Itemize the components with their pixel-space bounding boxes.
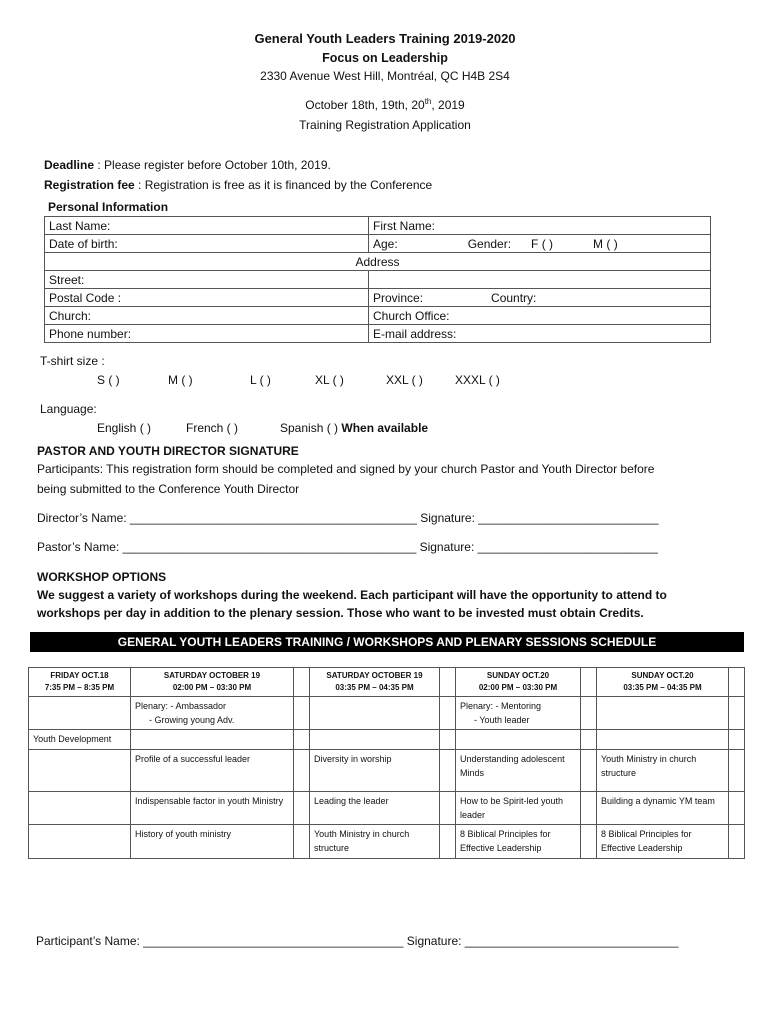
workshop-heading: WORKSHOP OPTIONS [37,570,167,584]
tshirt-option[interactable]: XXXL ( ) [455,373,500,387]
tshirt-label: T-shirt size : [40,354,105,368]
checkbox-cell[interactable] [729,668,745,697]
checkbox-cell[interactable] [440,697,456,730]
personal-info-table [44,216,711,343]
plenary-cell: Plenary: - Mentoring - Youth leader [456,697,581,730]
checkbox-cell[interactable] [294,730,310,750]
church-office-field[interactable]: Church Office: [369,307,711,325]
checkbox-cell[interactable] [440,750,456,792]
checkbox-cell[interactable] [440,825,456,859]
church-field[interactable]: Church: [45,307,369,325]
workshop-cell: Understanding adolescent Minds [456,750,581,792]
schedule-banner: GENERAL YOUTH LEADERS TRAINING / WORKSHOPS AND PLENARY SESSIONS SCHEDULE [30,632,744,652]
schedule-header: FRIDAY OCT.18 7:35 PM – 8:35 PM [29,668,131,697]
workshop-cell: Leading the leader [310,792,440,825]
checkbox-cell[interactable] [581,825,597,859]
language-option[interactable]: Spanish ( ) When available [280,421,429,435]
participant-signature-line[interactable]: Participant’s Name: _______________________________________ Signature: ________________________________ [36,934,679,948]
gender-m-option[interactable]: M ( ) [593,236,618,251]
checkbox-cell[interactable] [294,792,310,825]
checkbox-cell[interactable] [294,825,310,859]
schedule-table [28,667,745,859]
personal-info-heading: Personal Information [48,200,169,214]
checkbox-cell[interactable] [440,730,456,750]
venue-address: 2330 Avenue West Hill, Montréal, QC H4B 2S4 [260,69,510,83]
document-subtitle: Focus on Leadership [322,51,448,65]
schedule-header: SUNDAY OCT.20 02:00 PM – 03:30 PM [456,668,581,697]
province-country-field[interactable]: Province: Country: [369,289,711,307]
workshop-cell: Youth Ministry in church structure [597,750,729,792]
checkbox-cell[interactable] [729,792,745,825]
checkbox-cell[interactable] [729,697,745,730]
checkbox-cell[interactable] [729,750,745,792]
checkbox-cell[interactable] [440,668,456,697]
workshop-cell: Youth Ministry in church structure [310,825,440,859]
workshop-cell: Diversity in worship [310,750,440,792]
document-title: General Youth Leaders Training 2019-2020 [254,31,516,46]
checkbox-cell[interactable] [581,792,597,825]
tshirt-option[interactable]: M ( ) [168,373,193,387]
checkbox-cell[interactable] [294,697,310,730]
signature-text-2: being submitted to the Conference Youth Director [37,482,300,496]
schedule-header: SATURDAY OCTOBER 19 03:35 PM – 04:35 PM [310,668,440,697]
last-name-field[interactable]: Last Name: [45,217,369,235]
tshirt-option[interactable]: S ( ) [97,373,120,387]
email-field[interactable]: E-mail address: [369,325,711,343]
checkbox-cell[interactable] [294,668,310,697]
checkbox-cell[interactable] [294,750,310,792]
language-option[interactable]: French ( ) [186,421,239,435]
plenary-cell: Plenary: - Ambassador - Growing young Adv. [131,697,294,730]
workshop-cell: Profile of a successful leader [131,750,294,792]
street-field[interactable]: Street: [45,271,369,289]
checkbox-cell[interactable] [729,825,745,859]
workshop-cell: 8 Biblical Principles for Effective Leadership [456,825,581,859]
pastor-signature-line[interactable]: Pastor’s Name: ____________________________________________ Signature: ___________________________ [37,540,658,554]
street-field-right[interactable] [369,271,711,289]
age-gender-field[interactable]: Age: Gender: F ( ) M ( ) [369,235,711,253]
checkbox-cell[interactable] [581,730,597,750]
gender-f-option[interactable]: F ( ) [531,236,554,251]
event-dates: October 18th, 19th, 20th, 2019 [305,97,465,112]
workshop-cell: History of youth ministry [131,825,294,859]
checkbox-cell[interactable] [729,730,745,750]
director-signature-line[interactable]: Director’s Name: ___________________________________________ Signature: ___________________________ [37,511,659,525]
checkbox-cell[interactable] [581,697,597,730]
schedule-header: SATURDAY OCTOBER 19 02:00 PM – 03:30 PM [131,668,294,697]
phone-field[interactable]: Phone number: [45,325,369,343]
first-name-field[interactable]: First Name: [369,217,711,235]
workshop-text-2: workshops per day in addition to the plenary session. Those who want to be invested must obtain Credits. [37,606,644,620]
schedule-header: SUNDAY OCT.20 03:35 PM – 04:35 PM [597,668,729,697]
workshop-text-1: We suggest a variety of workshops during the weekend. Each participant will have the opportunity to attend to [37,588,667,602]
application-title: Training Registration Application [299,118,471,132]
tshirt-option[interactable]: XXL ( ) [386,373,423,387]
youth-development-cell: Youth Development [29,730,131,750]
checkbox-cell[interactable] [581,668,597,697]
fee-line: Registration fee : Registration is free as it is financed by the Conference [44,178,433,192]
language-label: Language: [40,402,97,416]
checkbox-cell[interactable] [581,750,597,792]
postal-code-field[interactable]: Postal Code : [45,289,369,307]
deadline-line: Deadline : Please register before October 10th, 2019. [44,158,331,172]
signature-heading: PASTOR AND YOUTH DIRECTOR SIGNATURE [37,444,299,458]
tshirt-option[interactable]: XL ( ) [315,373,344,387]
address-header: Address [45,253,711,271]
workshop-cell: 8 Biblical Principles for Effective Leadership [597,825,729,859]
workshop-cell: Building a dynamic YM team [597,792,729,825]
checkbox-cell[interactable] [440,792,456,825]
workshop-cell: Indispensable factor in youth Ministry [131,792,294,825]
tshirt-option[interactable]: L ( ) [250,373,271,387]
language-option[interactable]: English ( ) [97,421,152,435]
dob-field[interactable]: Date of birth: [45,235,369,253]
workshop-cell: How to be Spirit-led youth leader [456,792,581,825]
signature-text-1: Participants: This registration form should be completed and signed by your church Pastor and Youth Director before [37,462,655,476]
